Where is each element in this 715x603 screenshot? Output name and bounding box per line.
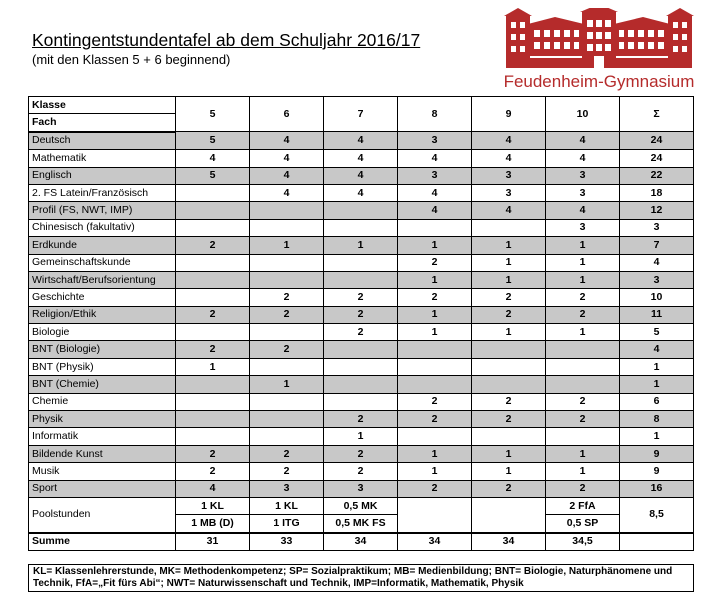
hours-cell (176, 324, 250, 341)
hours-cell (398, 219, 472, 236)
hours-cell: 2 (176, 306, 250, 323)
hours-cell: 2 (472, 480, 546, 497)
hours-cell: 1 (472, 445, 546, 462)
hours-cell (324, 376, 398, 393)
pool-label: Poolstunden (29, 497, 176, 532)
table-row (29, 480, 694, 497)
school-name: Feudenheim-Gymnasium (503, 72, 695, 91)
hours-cell: 3 (472, 167, 546, 184)
hours-cell: 2 (250, 289, 324, 306)
summe-cell: 31 (176, 533, 250, 551)
table-row (29, 219, 694, 236)
page-title: Kontingentstundentafel ab dem Schuljahr 2016/17 (32, 30, 421, 50)
row-sum-cell: 18 (620, 184, 694, 201)
hours-cell (250, 324, 324, 341)
header-klasse-label: Klasse (29, 97, 176, 114)
hours-cell: 4 (398, 150, 472, 167)
hours-cell (472, 358, 546, 375)
subject-name: Bildende Kunst (29, 445, 176, 462)
hours-cell: 4 (546, 202, 620, 219)
subject-name: Englisch (29, 167, 176, 184)
hours-cell: 3 (472, 184, 546, 201)
table-row (29, 202, 694, 219)
hours-cell: 2 (546, 306, 620, 323)
hours-cell: 2 (324, 411, 398, 428)
pool-cell: 0,5 SP (546, 515, 620, 533)
hours-cell: 4 (176, 150, 250, 167)
pool-row-top (29, 497, 694, 514)
row-sum-cell: 8 (620, 411, 694, 428)
hours-cell (398, 358, 472, 375)
hours-cell: 1 (176, 358, 250, 375)
row-sum-cell: 1 (620, 428, 694, 445)
hours-cell: 2 (176, 341, 250, 358)
hours-cell (398, 428, 472, 445)
hours-cell: 3 (398, 167, 472, 184)
hours-cell: 4 (250, 150, 324, 167)
column-header: 8 (398, 97, 472, 132)
hours-cell: 4 (250, 167, 324, 184)
subject-name: Physik (29, 411, 176, 428)
hours-cell (176, 271, 250, 288)
table-row (29, 324, 694, 341)
pool-cell: 1 ITG (250, 515, 324, 533)
row-sum-cell: 24 (620, 132, 694, 150)
subject-name: Profil (FS, NWT, IMP) (29, 202, 176, 219)
hours-cell: 1 (398, 271, 472, 288)
hours-cell (546, 428, 620, 445)
hours-cell (398, 341, 472, 358)
hours-cell: 2 (398, 289, 472, 306)
column-header: 9 (472, 97, 546, 132)
hours-cell (176, 376, 250, 393)
curriculum-table (28, 96, 694, 551)
summe-cell: 34 (324, 533, 398, 551)
subject-name: Chinesisch (fakultativ) (29, 219, 176, 236)
hours-cell: 1 (546, 463, 620, 480)
summe-cell: 33 (250, 533, 324, 551)
hours-cell (250, 411, 324, 428)
table-row (29, 306, 694, 323)
hours-cell: 3 (324, 480, 398, 497)
hours-cell (398, 376, 472, 393)
table-row (29, 445, 694, 462)
pool-cell: 0,5 MK (324, 497, 398, 514)
hours-cell: 2 (472, 306, 546, 323)
hours-cell: 1 (472, 254, 546, 271)
hours-cell (546, 376, 620, 393)
hours-cell: 4 (546, 150, 620, 167)
hours-cell: 1 (546, 445, 620, 462)
hours-cell (472, 219, 546, 236)
table-row (29, 376, 694, 393)
hours-cell: 2 (398, 480, 472, 497)
row-sum-cell: 5 (620, 324, 694, 341)
table-row (29, 237, 694, 254)
hours-cell: 3 (546, 219, 620, 236)
hours-cell: 2 (324, 324, 398, 341)
summe-cell: 34 (472, 533, 546, 551)
hours-cell (176, 289, 250, 306)
hours-cell: 2 (398, 393, 472, 410)
hours-cell: 1 (398, 463, 472, 480)
hours-cell (472, 376, 546, 393)
hours-cell: 4 (398, 184, 472, 201)
subject-name: Wirtschaft/Berufsorientung (29, 271, 176, 288)
pool-cell: 2 FfA (546, 497, 620, 514)
hours-cell (176, 428, 250, 445)
hours-cell: 1 (472, 237, 546, 254)
subject-name: BNT (Biologie) (29, 341, 176, 358)
hours-cell: 5 (176, 132, 250, 150)
hours-cell: 1 (546, 254, 620, 271)
summe-cell: 34 (398, 533, 472, 551)
hours-cell (472, 341, 546, 358)
hours-cell: 1 (546, 324, 620, 341)
hours-cell: 3 (250, 480, 324, 497)
table-row (29, 132, 694, 150)
pool-cell: 1 KL (176, 497, 250, 514)
row-sum-cell: 3 (620, 219, 694, 236)
hours-cell: 4 (250, 184, 324, 201)
row-sum-cell: 24 (620, 150, 694, 167)
pool-cell (472, 497, 546, 532)
table-row (29, 463, 694, 480)
hours-cell: 2 (250, 341, 324, 358)
column-header: 6 (250, 97, 324, 132)
hours-cell (250, 219, 324, 236)
subject-name: Erdkunde (29, 237, 176, 254)
hours-cell: 2 (176, 237, 250, 254)
hours-cell: 1 (324, 428, 398, 445)
hours-cell (176, 411, 250, 428)
legend-box: KL= Klassenlehrerstunde, MK= Methodenkompetenz; SP= Sozialpraktikum; MB= Medienbildung; BNT= Biologie, Naturphänomene und Technik, FfA=„Fit fürs Abi“; NWT= Naturwissenschaft und Technik, IMP=Informatik, Mathematik, Physik (28, 564, 694, 592)
hours-cell: 3 (546, 184, 620, 201)
hours-cell: 4 (398, 202, 472, 219)
row-sum-cell: 10 (620, 289, 694, 306)
hours-cell: 2 (472, 393, 546, 410)
summe-cell (620, 533, 694, 551)
summe-row (29, 533, 694, 551)
hours-cell: 2 (250, 445, 324, 462)
hours-cell: 1 (250, 237, 324, 254)
row-sum-cell: 22 (620, 167, 694, 184)
row-sum-cell: 11 (620, 306, 694, 323)
hours-cell (176, 219, 250, 236)
hours-cell: 2 (176, 445, 250, 462)
hours-cell: 1 (398, 445, 472, 462)
school-logo (494, 8, 704, 90)
hours-cell (250, 428, 324, 445)
table-row (29, 289, 694, 306)
table-row (29, 341, 694, 358)
table-row (29, 393, 694, 410)
pool-cell (398, 497, 472, 532)
hours-cell (324, 219, 398, 236)
hours-cell: 2 (176, 463, 250, 480)
hours-cell: 1 (472, 271, 546, 288)
row-sum-cell: 1 (620, 358, 694, 375)
hours-cell: 4 (324, 132, 398, 150)
subject-name: Biologie (29, 324, 176, 341)
summe-cell: 34,5 (546, 533, 620, 551)
hours-cell (176, 202, 250, 219)
subject-name: Mathematik (29, 150, 176, 167)
row-sum-cell: 16 (620, 480, 694, 497)
row-sum-cell: 3 (620, 271, 694, 288)
hours-cell: 2 (546, 289, 620, 306)
hours-cell: 2 (472, 289, 546, 306)
hours-cell: 4 (324, 167, 398, 184)
hours-cell: 4 (472, 132, 546, 150)
subject-name: Deutsch (29, 132, 176, 150)
table-row (29, 254, 694, 271)
hours-cell: 2 (546, 411, 620, 428)
column-header: 7 (324, 97, 398, 132)
hours-cell (324, 202, 398, 219)
hours-cell: 5 (176, 167, 250, 184)
hours-cell (250, 393, 324, 410)
row-sum-cell: 1 (620, 376, 694, 393)
table-row (29, 167, 694, 184)
hours-cell (250, 202, 324, 219)
hours-cell (250, 271, 324, 288)
hours-cell (546, 358, 620, 375)
subject-name: Informatik (29, 428, 176, 445)
hours-cell (250, 358, 324, 375)
subject-name: BNT (Physik) (29, 358, 176, 375)
hours-cell: 2 (546, 393, 620, 410)
hours-cell (176, 254, 250, 271)
hours-cell: 4 (472, 202, 546, 219)
hours-cell: 1 (398, 324, 472, 341)
hours-cell: 4 (250, 132, 324, 150)
hours-cell: 4 (176, 480, 250, 497)
column-header: 10 (546, 97, 620, 132)
row-sum-cell: 6 (620, 393, 694, 410)
pool-cell: 1 MB (D) (176, 515, 250, 533)
subject-name: Sport (29, 480, 176, 497)
hours-cell (324, 271, 398, 288)
hours-cell (176, 393, 250, 410)
table-row (29, 150, 694, 167)
subject-name: BNT (Chemie) (29, 376, 176, 393)
column-header-sum: Σ (620, 97, 694, 132)
subject-name: Geschichte (29, 289, 176, 306)
hours-cell: 1 (250, 376, 324, 393)
table-row (29, 428, 694, 445)
hours-cell: 2 (398, 254, 472, 271)
pool-cell: 0,5 MK FS (324, 515, 398, 533)
subject-name: Chemie (29, 393, 176, 410)
row-sum-cell: 4 (620, 341, 694, 358)
hours-cell (176, 184, 250, 201)
hours-cell: 1 (472, 463, 546, 480)
hours-cell (324, 341, 398, 358)
hours-cell: 4 (324, 150, 398, 167)
hours-cell: 1 (324, 237, 398, 254)
hours-cell (546, 341, 620, 358)
column-header: 5 (176, 97, 250, 132)
row-sum-cell: 7 (620, 237, 694, 254)
header-fach-label: Fach (29, 114, 176, 132)
hours-cell: 4 (546, 132, 620, 150)
row-sum-cell: 12 (620, 202, 694, 219)
hours-cell: 1 (546, 237, 620, 254)
summe-label: Summe (29, 533, 176, 551)
hours-cell: 2 (250, 306, 324, 323)
table-row (29, 411, 694, 428)
hours-cell: 2 (324, 463, 398, 480)
hours-cell (250, 254, 324, 271)
hours-cell: 4 (324, 184, 398, 201)
hours-cell (324, 358, 398, 375)
subject-name: Gemeinschaftskunde (29, 254, 176, 271)
row-sum-cell: 9 (620, 445, 694, 462)
page-subtitle: (mit den Klassen 5 + 6 beginnend) (32, 52, 231, 67)
hours-cell: 1 (398, 237, 472, 254)
hours-cell: 4 (472, 150, 546, 167)
hours-cell (324, 254, 398, 271)
hours-cell: 2 (324, 289, 398, 306)
hours-cell: 2 (472, 411, 546, 428)
table-row (29, 184, 694, 201)
subject-name: Religion/Ethik (29, 306, 176, 323)
hours-cell: 1 (472, 324, 546, 341)
hours-cell: 2 (250, 463, 324, 480)
hours-cell: 2 (324, 445, 398, 462)
hours-cell: 2 (398, 411, 472, 428)
hours-cell: 1 (546, 271, 620, 288)
hours-cell (324, 393, 398, 410)
subject-name: 2. FS Latein/Französisch (29, 184, 176, 201)
table-row (29, 271, 694, 288)
hours-cell: 2 (324, 306, 398, 323)
hours-cell: 3 (398, 132, 472, 150)
row-sum-cell: 4 (620, 254, 694, 271)
pool-cell: 1 KL (250, 497, 324, 514)
hours-cell: 1 (398, 306, 472, 323)
school-building-icon (502, 8, 696, 70)
subject-name: Musik (29, 463, 176, 480)
hours-cell (472, 428, 546, 445)
hours-cell: 3 (546, 167, 620, 184)
header-row-klasse (29, 97, 694, 114)
pool-sum-cell: 8,5 (620, 497, 694, 532)
table-row (29, 358, 694, 375)
row-sum-cell: 9 (620, 463, 694, 480)
hours-cell: 2 (546, 480, 620, 497)
